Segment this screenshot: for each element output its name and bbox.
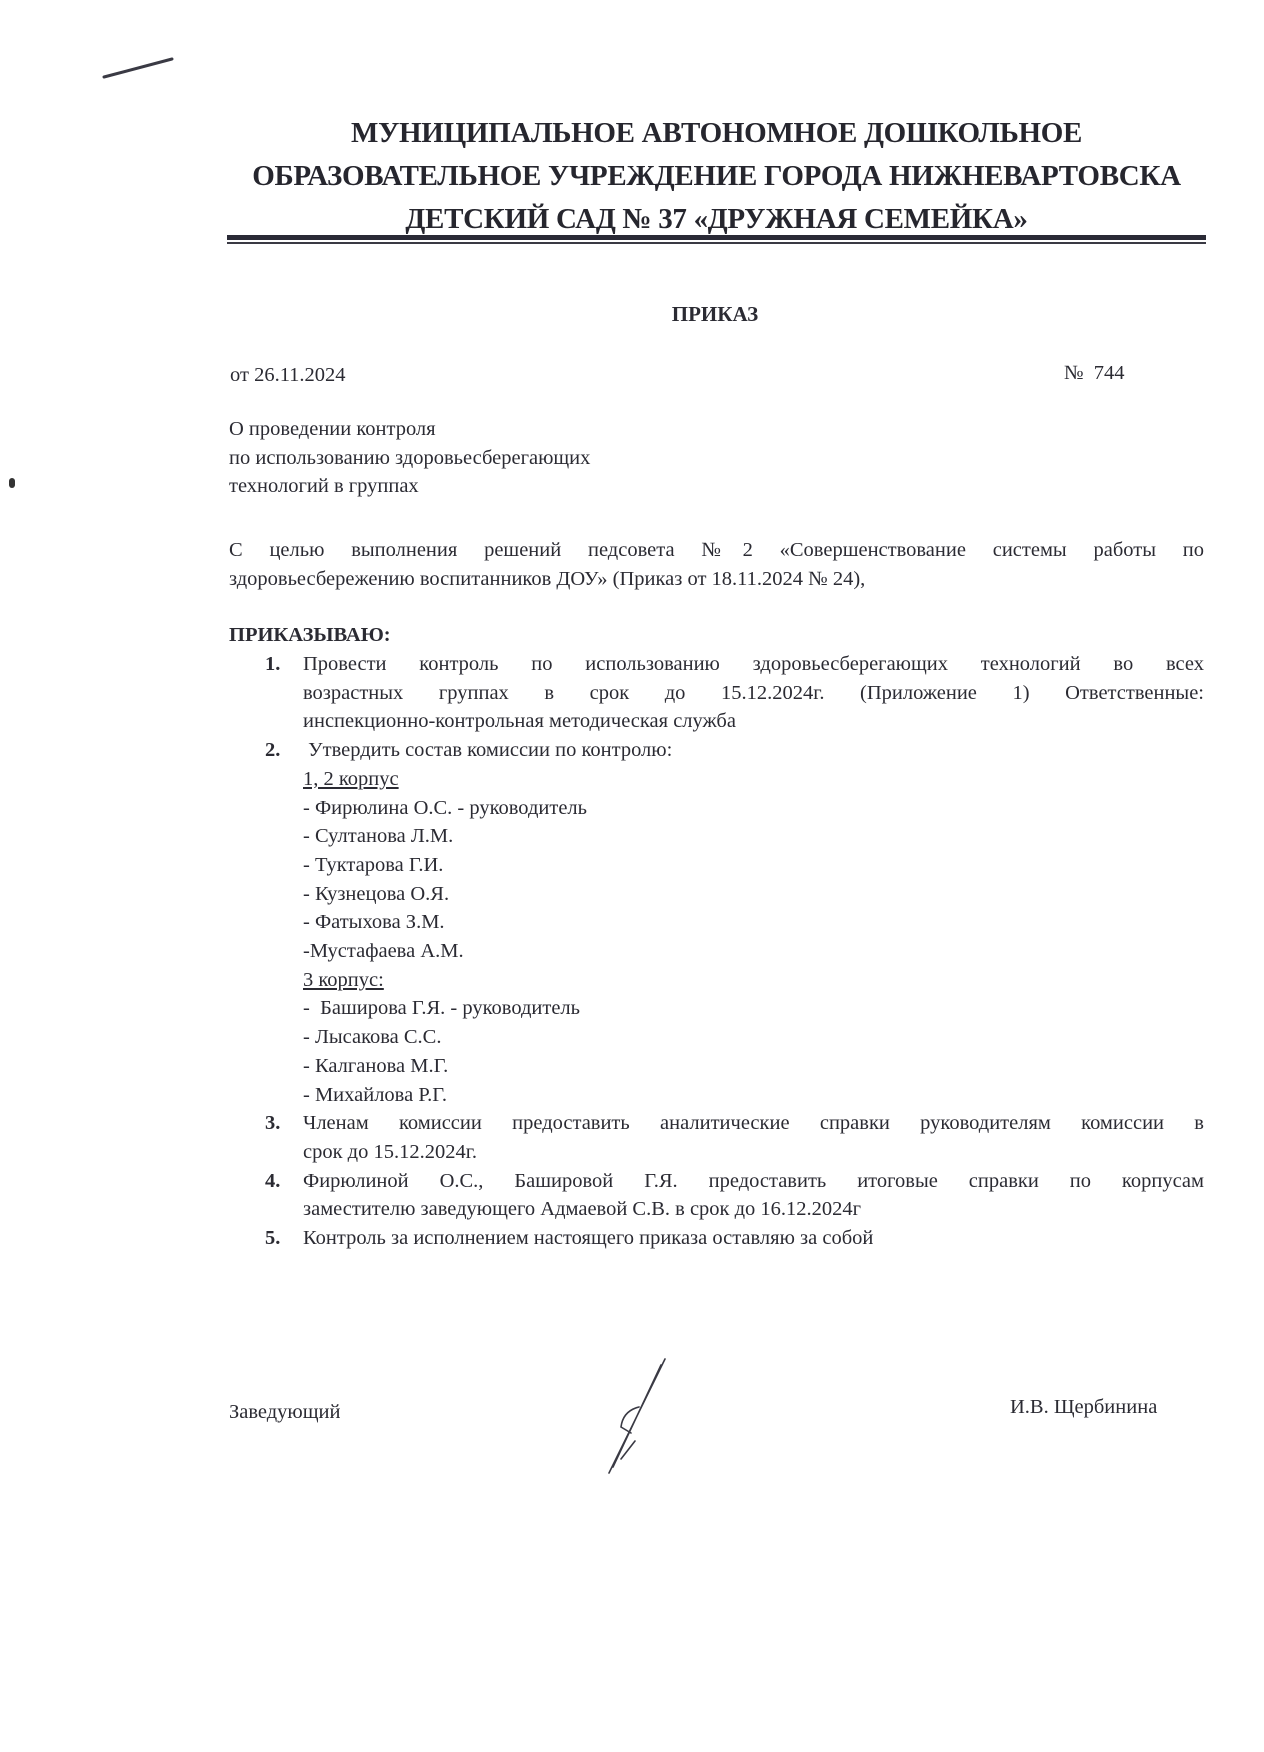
item-number: 5.	[265, 1227, 281, 1250]
order-items	[229, 650, 1204, 1253]
preamble	[229, 536, 1204, 593]
preamble-line-2: здоровьесбережению воспитанников ДОУ» (Приказ от 18.11.2024 № 24),	[229, 567, 866, 590]
letterhead-line-2: ОБРАЗОВАТЕЛЬНОЕ УЧРЕЖДЕНИЕ ГОРОДА НИЖНЕВАРТОВСКА	[252, 160, 1181, 192]
subject-line: О проведении контроля	[229, 418, 436, 440]
member: -Мустафаева А.М.	[303, 940, 464, 963]
member: - Михайлова Р.Г.	[303, 1083, 447, 1106]
letterhead-line-3: ДЕТСКИЙ САД № 37 «ДРУЖНАЯ СЕМЕЙКА»	[405, 203, 1028, 235]
item-line: Членам комиссии предоставить аналитические справки руководителям комиссии в	[303, 1112, 1204, 1135]
item-line: Провести контроль по использованию здоровьесберегающих технологий во всех	[303, 653, 1204, 675]
item-line: Контроль за исполнением настоящего приказа оставляю за собой	[303, 1227, 874, 1250]
letterhead	[227, 112, 1206, 241]
item-line: заместителю заведующего Адмаевой С.В. в срок до 16.12.2024г	[303, 1198, 862, 1221]
letterhead-line-1: МУНИЦИПАЛЬНОЕ АВТОНОМНОЕ ДОШКОЛЬНОЕ	[351, 117, 1082, 149]
letterhead-rule-thin	[227, 242, 1206, 244]
item-number: 1.	[265, 653, 281, 675]
item-line: срок до 15.12.2024г.	[303, 1140, 477, 1163]
order-date: от 26.11.2024	[230, 364, 346, 386]
document-title: ПРИКАЗ	[671, 302, 759, 326]
pen-mark	[100, 55, 180, 85]
item-line: возрастных группах в срок до 15.12.2024г. (Приложение 1) Ответственные:	[303, 681, 1204, 704]
member: - Фирюлина О.С. - руководитель	[303, 796, 588, 819]
letterhead-rule-thick	[227, 235, 1206, 240]
order-number: № 744	[1064, 362, 1125, 384]
item-number: 4.	[265, 1169, 281, 1192]
member: - Фатыхова З.М.	[303, 911, 445, 934]
member: - Кузнецова О.Я.	[303, 882, 450, 905]
item-number: 3.	[265, 1112, 281, 1135]
order-item-2	[229, 736, 1204, 1109]
preamble-line-1: С целью выполнения решений педсовета №2 «Совершенствование системы работы по	[229, 539, 1204, 561]
order-item-4	[229, 1167, 1204, 1224]
member: - Туктарова Г.И.	[303, 853, 444, 876]
member: - Султанова Л.М.	[303, 825, 454, 848]
member: - Баширова Г.Я. - руководитель	[303, 997, 581, 1020]
subject-line: технологий в группах	[229, 475, 419, 498]
signatory-role: Заведующий	[229, 1401, 341, 1423]
item-line: Фирюлиной О.С., Башировой Г.Я. предоставить итоговые справки по корпусам	[303, 1169, 1204, 1192]
group-title-building-3: 3 корпус:	[303, 968, 384, 991]
scan-dot	[9, 478, 15, 488]
order-item-1	[229, 650, 1204, 736]
order-item-3	[229, 1109, 1204, 1166]
member: - Калганова М.Г.	[303, 1054, 449, 1077]
order-subject	[229, 415, 590, 501]
item-number: 2.	[265, 739, 281, 762]
order-item-5	[229, 1224, 1204, 1253]
signatory-name: И.В. Щербинина	[1010, 1396, 1158, 1418]
handwritten-signature	[595, 1355, 685, 1485]
item-line: Утвердить состав комиссии по контролю:	[303, 739, 673, 762]
item-line: инспекционно-контрольная методическая служба	[303, 710, 736, 733]
order-heading: ПРИКАЗЫВАЮ:	[229, 624, 391, 646]
subject-line: по использованию здоровьесберегающих	[229, 446, 591, 469]
member: - Лысакова С.С.	[303, 1026, 442, 1049]
group-title-building-1-2: 1, 2 корпус	[303, 767, 399, 790]
